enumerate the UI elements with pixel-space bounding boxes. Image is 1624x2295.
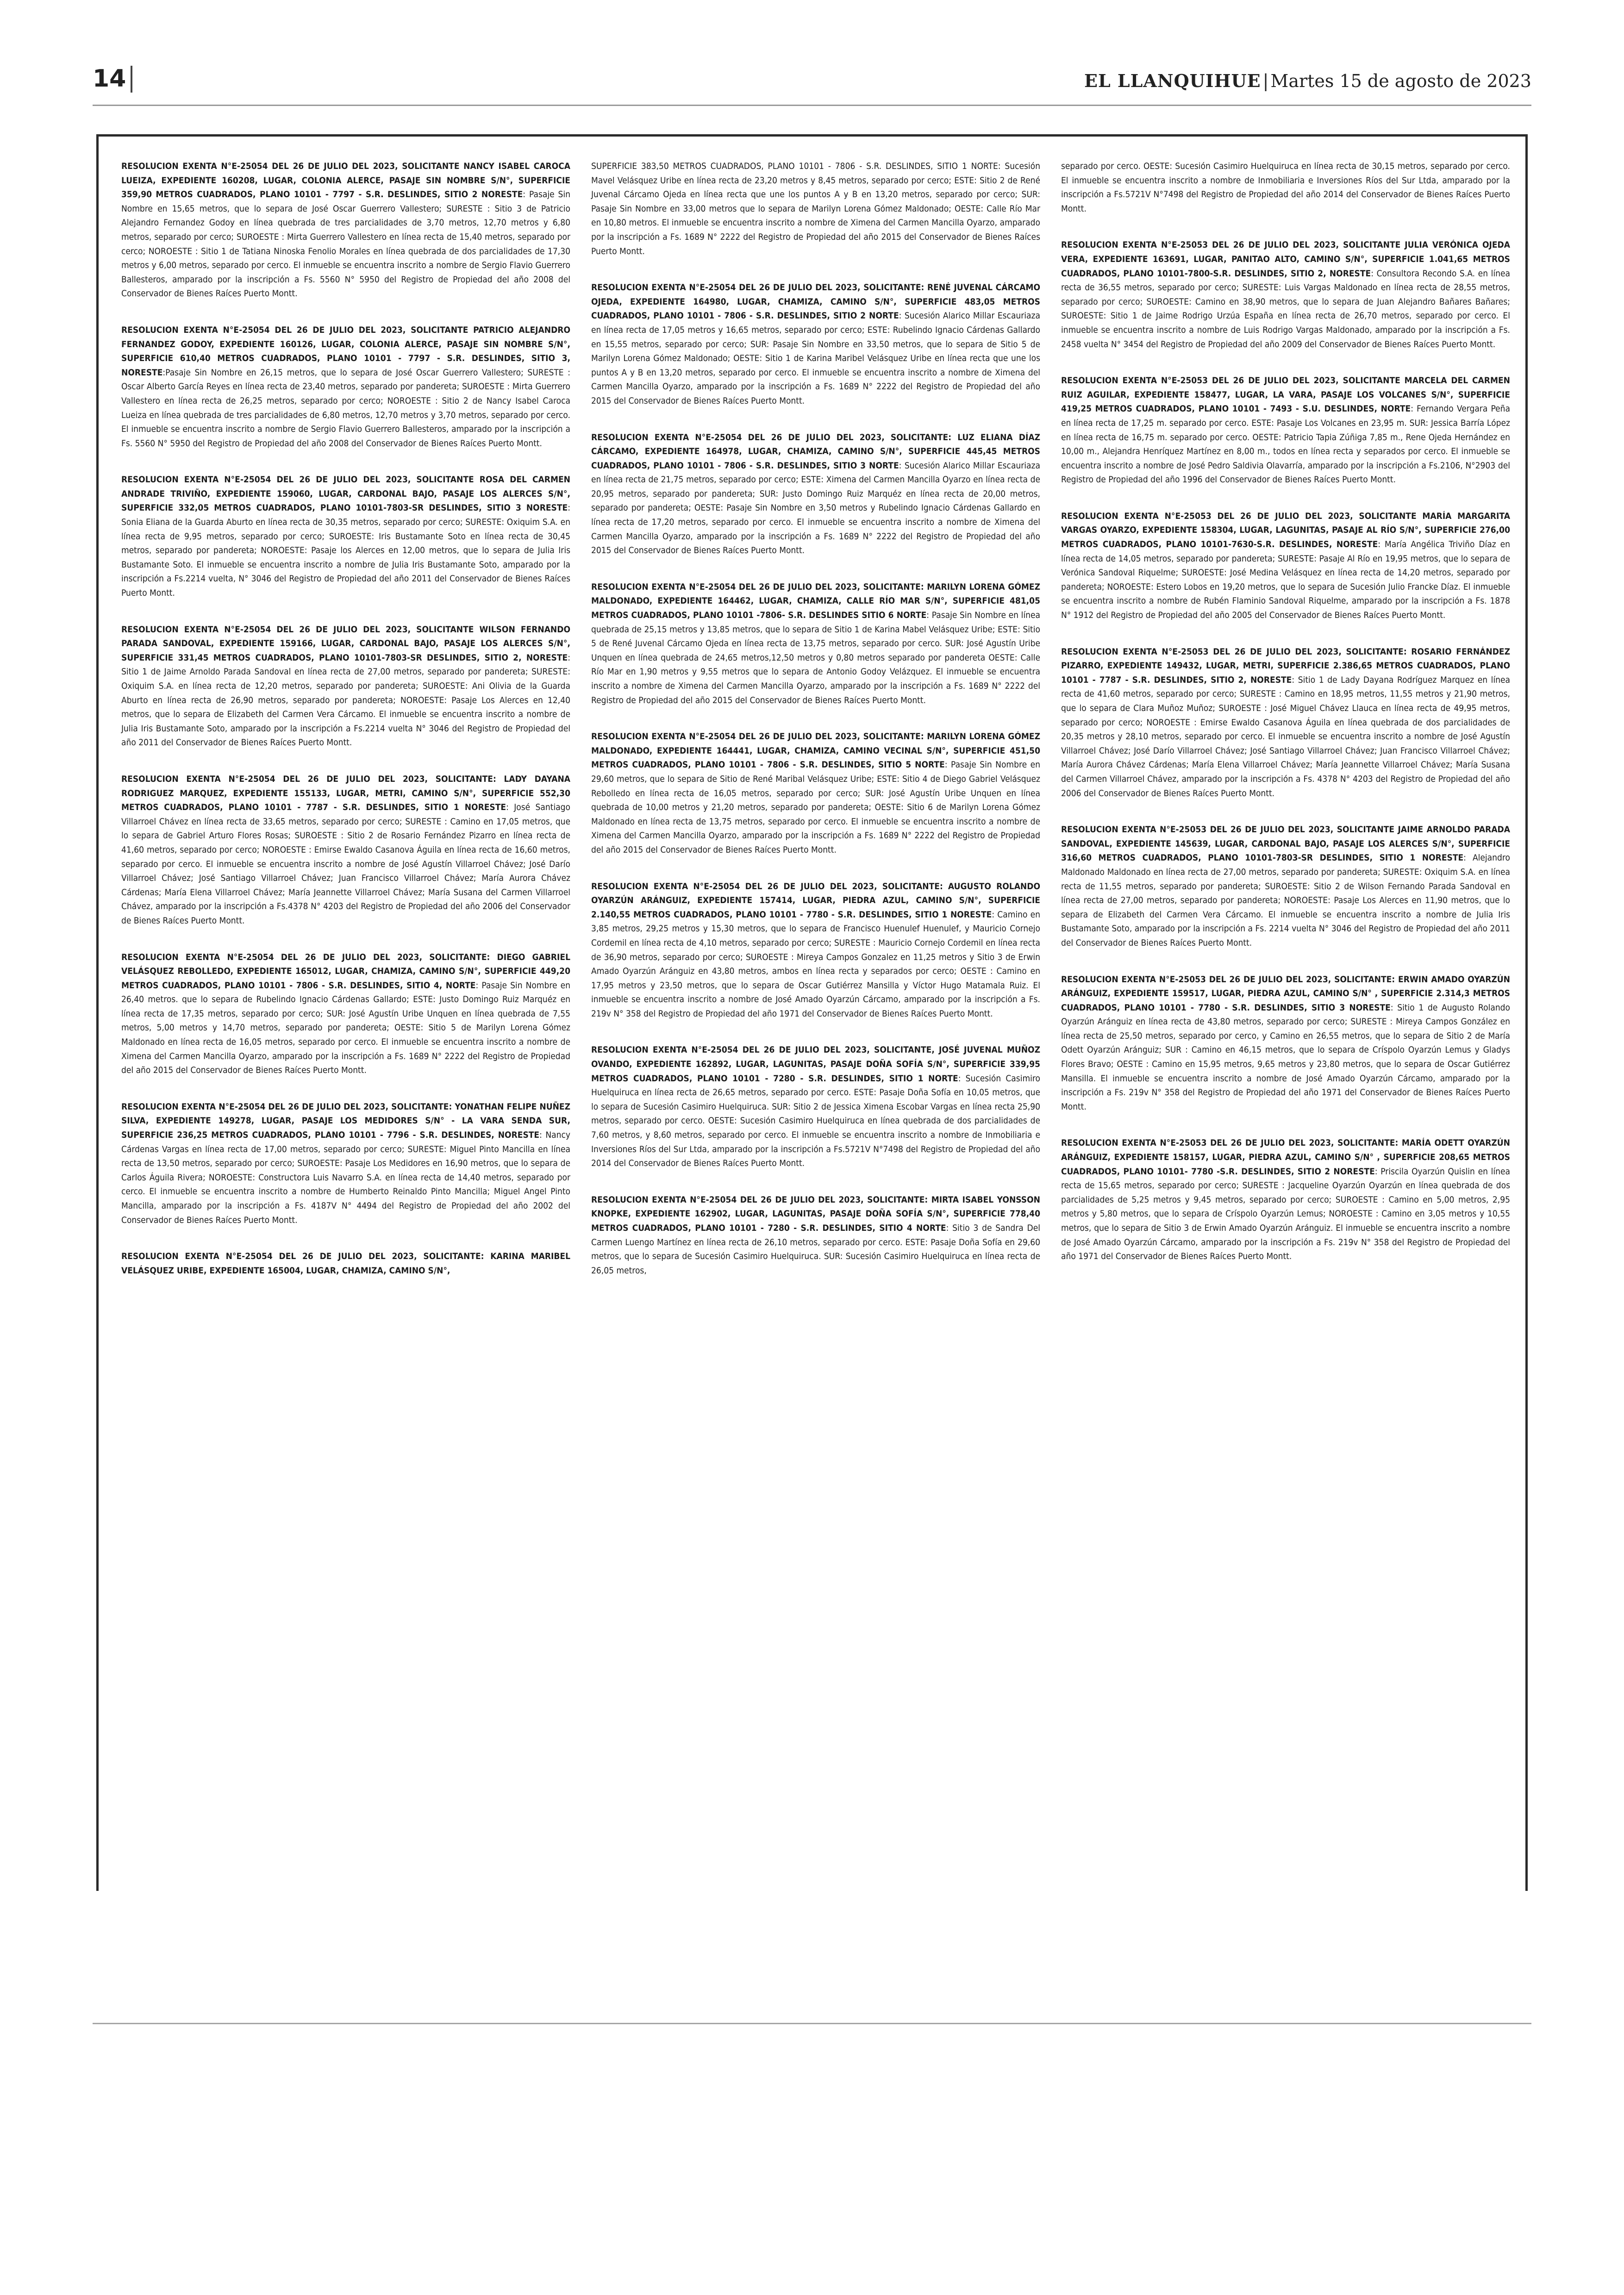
legal-notice — [1061, 823, 1510, 950]
notice-heading: RESOLUCION EXENTA N°E-25054 DEL 26 DE JULIO DEL 2023, SOLICITANTE NANCY ISABEL CAROCA LUEIZA, EXPEDIENTE 160208, LUGAR, COLONIA ALERCE, PASAJE SIN NOMBRE S/N°, SUPERFICIE 359,90 METROS CUADRADOS, PLANO 10101 - 7797 - S.R. DESLINDES, SITIO 2 NORESTE — [121, 162, 570, 200]
notice-body: : Sonia Eliana de la Guarda Aburto en línea recta de 30,35 metros, separado por cerco; SURESTE: Oxiquim S.A. en línea recta de 9,95 metros, separado por cerco; SUROESTE: Iris Bustamante Soto en línea recta de 30,45 metros, separado por pandereta; NOROESTE: Pasaje los Alerces en 12,00 metros, que lo separa de Julia Iris Bustamante Soto. El inmueble se encuentra inscrito a nombre de Julia Iris Bustamante Soto, amparado por la inscripción a Fs.2214 vuelta, N° 3046 del Registro de Propiedad del año 2011 del Conservador de Bienes Raíces Puerto Montt. — [121, 503, 570, 599]
notice-heading: RESOLUCION EXENTA N°E-25053 DEL 26 DE JULIO DEL 2023, SOLICITANTE: ERWIN AMADO OYARZÚN ARÁNGUIZ, EXPEDIENTE 159517, LUGAR, PIEDRA AZUL, CAMINO S/N° , SUPERFICIE 2.314,3 METROS CUADRADOS, PLANO 10101 - 7780 - S.R. DESLINDES, SITIO 3 NORESTE — [1061, 974, 1510, 1013]
notice-body: : Sucesión Alarico Millar Escauriaza en línea recta de 21,75 metros, separado por cerco; ESTE: Ximena del Carmen Mancilla Oyarzo en línea recta de 20,95 metros, separado por pandereta; SUR: Justo Domingo Ruiz Marquéz en línea recta de 20,00 metros, separado por pandereta; OESTE: Pasaje Sin Nombre en 3,50 metros y Rubelindo Ignacio Cárdenas Gallardo en línea recta de 17,20 metros, separado por cerco. El inmueble se encuentra inscrito a nombre de Ximena del Carmen Mancilla Oyarzo, amparado por la inscripción a Fs. 1689 N° 2222 del Registro de Propiedad del año 2015 del Conservador de Bienes Raíces Puerto Montt. — [591, 461, 1040, 556]
legal-notice — [591, 580, 1040, 708]
legal-notice — [121, 1100, 570, 1228]
legal-notice — [591, 880, 1040, 1022]
page-number: 14 — [93, 65, 126, 93]
legal-notice — [121, 623, 570, 750]
notice-heading: RESOLUCION EXENTA N°E-25053 DEL 26 DE JULIO DEL 2023, SOLICITANTE MARÍA MARGARITA VARGAS OYARZO, EXPEDIENTE 158304, LUGAR, LAGUNITAS, PASAJE AL RÍO S/N°, SUPERFICIE 276,00 METROS CUADRADOS, PLANO 10101-7630-S.R. DESLINDES, NORESTE — [1061, 511, 1510, 550]
notice-body: : Sitio 1 de Augusto Rolando Oyarzún Aránguiz en línea recta de 43,80 metros, separado por cerco; SURESTE : Mireya Campos González en línea recta de 25,50 metros, separado por cerco, y Camino en 26,55 metros, que lo separa de Sitio 2 de María Odett Oyarzún Aránguiz; SUR : Camino en 46,15 metros, que lo separa de Críspolo Oyarzún Lemus y Gladys Flores Bravo; OESTE : Camino en 15,95 metros, 9,65 metros y 23,80 metros, que lo separa de Oscar Gutiérrez Mansilla. El inmueble se encuentra inscrito a nombre de José Amado Oyarzún Cárcamo, amparado por la inscripción a Fs. 219v N° 358 del Registro de Propiedad del año 1971 del Conservador de Bienes Raíces Puerto Montt. — [1061, 1003, 1510, 1112]
page-number-divider — [131, 66, 132, 93]
legal-notice — [121, 473, 570, 600]
notice-body: SUPERFICIE 383,50 METROS CUADRADOS, PLANO 10101 - 7806 - S.R. DESLINDES, SITIO 1 NORTE: Sucesión Mavel Velásquez Uribe en línea recta de 23,20 metros y 8,45 metros, separado por cerco; ESTE: Sitio 2 de René Juvenal Cárcamo Ojeda en línea recta que une los puntos A y B en 13,20 metros, separado por cerco; SUR: Pasaje Sin Nombre en 33,00 metros que lo separa de Marilyn Lorena Gómez Maldonado; OESTE: Calle Río Mar en 10,80 metros. El inmueble se encuentra inscrito a nombre de Ximena del Carmen Mancilla Oyarzo, amparado por la inscripción a Fs. 1689 N° 2222 del Registro de Propiedad del año 2015 del Conservador de Bienes Raíces Puerto Montt. — [591, 162, 1040, 256]
masthead-separator: | — [1262, 71, 1269, 91]
notice-heading: RESOLUCION EXENTA N°E-25054 DEL 26 DE JULIO DEL 2023, SOLICITANTE: RENÉ JUVENAL CÁRCAMO OJEDA, EXPEDIENTE 164980, LUGAR, CHAMIZA, CAMINO S/N°, SUPERFICIE 483,05 METROS CUADRADOS, PLANO 10101 - 7806 - S.R. DESLINDES, SITIO 2 NORTE — [591, 283, 1040, 321]
notice-heading: RESOLUCION EXENTA N°E-25053 DEL 26 DE JULIO DEL 2023, SOLICITANTE JAIME ARNOLDO PARADA SANDOVAL, EXPEDIENTE 145639, LUGAR, CARDONAL BAJO, PASAJE LOS ALERCES S/N°, SUPERFICIE 316,60 METROS CUADRADOS, PLANO 10101-7803-SR DESLINDES, SITIO 1 NORESTE — [1061, 825, 1510, 863]
notice-heading: RESOLUCION EXENTA N°E-25054 DEL 26 DE JULIO DEL 2023, SOLICITANTE: LADY DAYANA RODRIGUEZ MARQUEZ, EXPEDIENTE 155133, LUGAR, METRI, CAMINO S/N°, SUPERFICIE 552,30 METROS CUADRADOS, PLANO 10101 - 7787 - S.R. DESLINDES, SITIO 1 NORESTE — [121, 774, 570, 813]
legal-notice — [591, 1043, 1040, 1171]
legal-notice — [1061, 973, 1510, 1115]
notice-body: : María Angélica Triviño Díaz en línea recta de 14,05 metros, separado por pandereta; SURESTE: Pasaje Al Río en 19,95 metros, que lo separa de Verónica Sandoval Riquelme; SUROESTE: José Medina Velásquez en línea recta de 14,20 metros, separado por pandereta; NOROESTE: Estero Lobos en 19,20 metros, que lo separa de Sucesión Julio Francke Díaz. El inmueble se encuentra inscrito a nombre de Rubén Flaminio Sandoval Riquelme, amparado por la inscripción a Fs. 1878 N° 1912 del Registro de Propiedad del año 2005 del Conservador de Bienes Raíces Puerto Montt. — [1061, 540, 1510, 621]
legal-notice — [1061, 645, 1510, 801]
issue-date: Martes 15 de agosto de 2023 — [1270, 71, 1531, 91]
legal-notice — [121, 951, 570, 1078]
legal-notice — [1061, 238, 1510, 352]
notice-heading: RESOLUCION EXENTA N°E-25053 DEL 26 DE JULIO DEL 2023, SOLICITANTE JULIA VERÓNICA OJEDA VERA, EXPEDIENTE 163691, LUGAR, PANITAO ALTO, CAMINO S/N°, SUPERFICIE 1.041,65 METROS CUADRADOS, PLANO 10101-7800-S.R. DESLINDES, SITIO 2, NORESTE — [1061, 240, 1510, 279]
notice-body: : Camino en 3,85 metros, 29,25 metros y 15,30 metros, que lo separa de Francisco Huenulef Huenulef, y Mauricio Cornejo Cordemil en línea recta de 4,10 metros, separado por cerco; SURESTE : Mauricio Cornejo Cordemil en línea recta de 36,90 metros, separado por cerco; SUROESTE : Mireya Campos Gonzalez en 11,25 metros y Sitio 3 de Erwin Amado Oyarzún Aránguiz en 43,80 metros, ambos en línea recta y separados por cerco; OESTE : Camino en 17,95 metros y 23,50 metros, que lo separa de Oscar Gutiérrez Mansilla y Víctor Hugo Matamala Ruiz. El inmueble se encuentra inscrito a nombre de José Amado Oyarzún Cárcamo, amparado por la inscripción a Fs. 219v N° 358 del Registro de Propiedad del año 1971 del Conservador de Bienes Raíces Puerto Montt. — [591, 910, 1040, 1019]
notice-heading: RESOLUCION EXENTA N°E-25053 DEL 26 DE JULIO DEL 2023, SOLICITANTE: MARÍA ODETT OYARZÚN ARÁNGUIZ, EXPEDIENTE 158157, LUGAR, PIEDRA AZUL, CAMINO S/N° , SUPERFICIE 208,65 METROS CUADRADOS, PLANO 10101- 7780 -S.R. DESLINDES, SITIO 2 NORESTE — [1061, 1138, 1510, 1177]
notice-body: : Nancy Cárdenas Vargas en línea recta de 17,00 metros, separado por cerco; SURESTE: Miguel Pinto Mancilla en línea recta de 13,50 metros, separado por cerco; SUROESTE: Pasaje Los Medidores en 16,90 metros, que lo separa de Carlos Águila Rivera; NOROESTE: Constructora Luis Navarro S.A. en línea recta de 14,40 metros, separado por cerco. El inmueble se encuentra inscrito a nombre de Humberto Reinaldo Pinto Mancilla; Miguel Angel Pinto Mancilla, amparado por la inscripción a Fs. 4187V N° 4494 del Registro de Propiedad del año 2002 del Conservador de Bienes Raíces Puerto Montt. — [121, 1130, 570, 1225]
header-rule — [93, 105, 1531, 106]
column-3 — [1061, 160, 1510, 1300]
bottom-rule — [93, 2023, 1531, 2024]
notices-columns — [121, 160, 1510, 1300]
legal-notice — [591, 1193, 1040, 1278]
notice-heading: RESOLUCION EXENTA N°E-25054 DEL 26 DE JULIO DEL 2023, SOLICITANTE ROSA DEL CARMEN ANDRADE TRIVIÑO, EXPEDIENTE 159060, LUGAR, CARDONAL BAJO, PASAJE LOS ALERCES S/N°, SUPERFICIE 332,05 METROS CUADRADOS, PLANO 10101-7803-SR DESLINDES, SITIO 3 NORESTE — [121, 475, 570, 513]
notice-heading: RESOLUCION EXENTA N°E-25054 DEL 26 DE JULIO DEL 2023, SOLICITANTE: YONATHAN FELIPE NUÑEZ SILVA, EXPEDIENTE 149278, LUGAR, PASAJE LOS MEDIDORES S/N° - LA VARA SENDA SUR, SUPERFICIE 236,25 METROS CUADRADOS, PLANO 10101 - 7796 - S.R. DESLINDES, NORESTE — [121, 1102, 570, 1141]
legal-notice — [1061, 160, 1510, 216]
notice-heading: RESOLUCION EXENTA N°E-25054 DEL 26 DE JULIO DEL 2023, SOLICITANTE: MIRTA ISABEL YONSSON KNOPKE, EXPEDIENTE 162902, LUGAR, LAGUNITAS, PASAJE DOÑA SOFÍA S/N°, SUPERFICIE 778,40 METROS CUADRADOS, PLANO 10101 - 7280 - S.R. DESLINDES, SITIO 4 NORTE — [591, 1195, 1040, 1233]
legal-notice — [591, 281, 1040, 408]
notice-heading: RESOLUCION EXENTA N°E-25054 DEL 26 DE JULIO DEL 2023, SOLICITANTE PATRICIO ALEJANDRO FERNANDEZ GODOY, EXPEDIENTE 160126, LUGAR, COLONIA ALERCE, PASAJE SIN NOMBRE S/N°, SUPERFICIE 610,40 METROS CUADRADOS, PLANO 10101 - 7797 - S.R. DESLINDES, SITIO 3, NORESTE — [121, 325, 570, 378]
notice-heading: RESOLUCION EXENTA N°E-25054 DEL 26 DE JULIO DEL 2023, SOLICITANTE: KARINA MARIBEL VELÁSQUEZ URIBE, EXPEDIENTE 165004, LUGAR, CHAMIZA, CAMINO S/N°, — [121, 1252, 570, 1276]
notice-heading: RESOLUCION EXENTA N°E-25054 DEL 26 DE JULIO DEL 2023, SOLICITANTE, JOSÉ JUVENAL MUÑOZ OVANDO, EXPEDIENTE 162892, LUGAR, LAGUNITAS, PASAJE DOÑA SOFÍA S/N°, SUPERFICIE 339,95 METROS CUADRADOS, PLANO 10101 - 7280 - S.R. DESLINDES, SITIO 1 NORTE — [591, 1045, 1040, 1084]
legal-notice — [121, 773, 570, 929]
legal-notice — [591, 160, 1040, 259]
notice-body: : Sitio 3 de Sandra Del Carmen Luengo Martínez en línea recta de 26,10 metros, separado por cerco. ESTE: Pasaje Doña Sofía en 29,60 metros, que lo separa de Sucesión Casimiro Huelquiruca. SUR: Sucesión Casimiro Huelquiruca en línea recta de 26,05 metros, — [591, 1223, 1040, 1276]
notice-body: : Pasaje Sin Nombre en línea quebrada de 25,15 metros y 13,85 metros, que lo separa de Sitio 1 de Karina Mabel Velásquez Uribe; ESTE: Sitio 5 de René Juvenal Cárcamo Ojeda en línea recta de 13,75 metros, separado por cerco. SUR: José Agustín Uribe Unquen en línea quebrada de 24,65 metros,12,50 metros y 0,80 metros separado por pandereta OESTE: Calle Río Mar en 1,90 metros y 9,55 metros que lo separa de Antonio Godoy Velázquez. El inmueble se encuentra inscrito a nombre de Ximena del Carmen Mancilla Oyarzo, amparado por la inscripción a Fs. 1689 N° 2222 del Registro de Propiedad del año 2015 del Conservador de Bienes Raíces Puerto Montt. — [591, 611, 1040, 705]
notice-heading: RESOLUCION EXENTA N°E-25053 DEL 26 DE JULIO DEL 2023, SOLICITANTE: ROSARIO FERNÁNDEZ PIZARRO, EXPEDIENTE 149432, LUGAR, METRI, SUPERFICIE 2.386,65 METROS CUADRADOS, PLANO 10101 - 7787 - S.R. DESLINDES, SITIO 2, NORESTE — [1061, 647, 1510, 685]
newspaper-name: EL LLANQUIHUE — [1084, 70, 1261, 91]
notice-heading: RESOLUCION EXENTA N°E-25054 DEL 26 DE JULIO DEL 2023, SOLICITANTE: AUGUSTO ROLANDO OYARZÚN ARÁNGUIZ, EXPEDIENTE 157414, LUGAR, PIEDRA AZUL, CAMINO S/N°, SUPERFICIE 2.140,55 METROS CUADRADOS, PLANO 10101 - 7780 - S.R. DESLINDES, SITIO 1 NORESTE — [591, 881, 1040, 920]
notice-body: :Pasaje Sin Nombre en 26,15 metros, que lo separa de José Oscar Guerrero Vallestero; SURESTE : Oscar Alberto García Reyes en línea recta de 23,40 metros, separado por pandereta; SUROESTE : Mirta Guerrero Vallestero en línea recta de 26,25 metros, separado por cerco; NOROESTE : Sitio 2 de Nancy Isabel Caroca Lueiza en línea quebrada de tres parcialidades de 6,80 metros, 12,70 metros y 3,70 metros, separado por cerco. El inmueble se encuentra inscrito a nombre de Sergio Flavio Guerrero Ballesteros, amparado por la inscripción a Fs. 5560 N° 5950 del Registro de Propiedad del año 2008 del Conservador de Bienes Raíces Puerto Montt. — [121, 368, 570, 449]
column-2 — [591, 160, 1040, 1300]
legal-notice — [591, 431, 1040, 558]
notice-body: : Pasaje Sin Nombre en 15,65 metros, que lo separa de José Oscar Guerrero Vallestero; SURESTE : Sitio 3 de Patricio Alejandro Fernandez Godoy en línea quebrada de tres parcialidades de 3,70 metros, 12,70 metros y 6,80 metros, separado por cerco; SUROESTE : Mirta Guerrero Vallestero en línea recta de 15,40 metros, separado por cerco; NOROESTE : Sitio 1 de Tatiana Ninoska Fenolio Morales en línea quebrada de dos parcialidades de 17,30 metros y 6,00 metros, separado por cerco. El inmueble se encuentra inscrito a nombre de Sergio Flavio Guerrero Ballesteros, amparado por la inscripción a Fs. 5560 N° 5950 del Registro de Propiedad del año 2008 del Conservador de Bienes Raíces Puerto Montt. — [121, 190, 571, 299]
notice-body: : Priscila Oyarzún Quislin en línea recta de 15,65 metros, separado por cerco; SURESTE : Jacqueline Oyarzún Oyarzún en línea quebrada de dos parcialidades de 5,25 metros y 9,45 metros, separado por cerco; SUROESTE : Camino en 5,00 metros, 2,95 metros y 5,80 metros, que lo separa de Críspolo Oyarzún Lemus; NOROESTE : Camino en 3,05 metros y 10,55 metros, que lo separa de Sitio 3 de Erwin Amado Oyarzún Aránguiz. El inmueble se encuentra inscrito a nombre de José Amado Oyarzún Cárcamo, amparado por la inscripción a Fs. 219v N° 358 del Registro de Propiedad del año 1971 del Conservador de Bienes Raíces Puerto Montt. — [1061, 1166, 1511, 1262]
notice-heading: RESOLUCION EXENTA N°E-25054 DEL 26 DE JULIO DEL 2023, SOLICITANTE: LUZ ELIANA DÍAZ CÁRCAMO, EXPEDIENTE 164978, LUGAR, CHAMIZA, CAMINO S/N°, SUPERFICIE 445,45 METROS CUADRADOS, PLANO 10101 - 7806 - S.R. DESLINDES, SITIO 3 NORTE — [591, 432, 1040, 471]
notice-body: separado por cerco. OESTE: Sucesión Casimiro Huelquiruca en línea recta de 30,15 metros, separado por cerco. El inmueble se encuentra inscrito a nombre de Inmobiliaria e Inversiones Ríos del Sur Ltda, amparado por la inscripción a Fs.5721V N°7498 del Registro de Propiedad del año 2014 del Conservador de Bienes Raíces Puerto Montt. — [1061, 162, 1510, 214]
legal-notice — [1061, 374, 1510, 487]
page-header — [0, 0, 1624, 106]
notice-body: : Sucesión Casimiro Huelquiruca en línea recta de 26,65 metros, separado por cerco. ESTE: Pasaje Doña Sofía en 10,05 metros, que lo separa de Sucesión Casimiro Huelquiruca. SUR: Sitio 2 de Jessica Ximena Escobar Vargas en línea recta 25,90 metros, separado por cerco. OESTE: Sucesión Casimiro Huelquiruca en línea quebrada de dos parcialidades de 7,60 metros, y 8,60 metros, separado por cerco. El inmueble se encuentra inscrito a nombre de Inmobiliaria e Inversiones Ríos del Sur Ltda, amparado por la inscripción a Fs.5721V N°7498 del Registro de Propiedad del año 2014 del Conservador de Bienes Raíces Puerto Montt. — [591, 1073, 1040, 1169]
notice-heading: RESOLUCION EXENTA N°E-25054 DEL 26 DE JULIO DEL 2023, SOLICITANTE: DIEGO GABRIEL VELÁSQUEZ REBOLLEDO, EXPEDIENTE 165012, LUGAR, CHAMIZA, CAMINO S/N°, SUPERFICIE 449,20 METROS CUADRADOS, PLANO 10101 - 7806 - S.R. DESLINDES, SITIO 4, NORTE — [121, 952, 570, 991]
column-1 — [121, 160, 570, 1300]
legal-notice — [121, 160, 570, 301]
notice-body: : Alejandro Maldonado Maldonado en línea recta de 27,00 metros, separado por pandereta; SURESTE: Oxiquim S.A. en línea recta de 11,55 metros, separado por pandereta; SUROESTE: Sitio 2 de Wilson Fernando Parada Sandoval en línea recta de 27,00 metros, separado por pandereta; NOROESTE: Pasaje Los Alerces en 11,90 metros, que lo separa de Elizabeth del Carmen Vera Cárcamo. El inmueble se encuentra inscrito a nombre de Julia Iris Bustamante Soto, amparado por la inscripción a Fs. 2214 vuelta N° 3046 del Registro de Propiedad del año 2011 del Conservador de Bienes Raíces Puerto Montt. — [1061, 853, 1510, 948]
legal-notice — [591, 730, 1040, 857]
notice-heading: RESOLUCION EXENTA N°E-25053 DEL 26 DE JULIO DEL 2023, SOLICITANTE MARCELA DEL CARMEN RUIZ AGUILAR, EXPEDIENTE 158477, LUGAR, LA VARA, PASAJE LOS VOLCANES S/N°, SUPERFICIE 419,25 METROS CUADRADOS, PLANO 10101 - 7493 - S.U. DESLINDES, NORTE — [1061, 376, 1510, 414]
legal-notice — [121, 1250, 570, 1278]
notice-body: : Sitio 1 de Jaime Arnoldo Parada Sandoval en línea recta de 27,00 metros, separado por pandereta; SURESTE: Oxiquim S.A. en línea recta de 12,20 metros, separado por pandereta; SUROESTE: Ani Olivia de la Guarda Aburto en línea recta de 26,90 metros, separado por pandereta; NOROESTE: Pasaje Los Alerces en 12,40 metros, que lo separa de Elizabeth del Carmen Vera Cárcamo. El inmueble se encuentra inscrito a nombre de Julia Iris Bustamante Soto, amparado por la inscripción a Fs.2214 vuelta N° 3046 del Registro de Propiedad del año 2011 del Conservador de Bienes Raíces Puerto Montt. — [121, 653, 570, 748]
notice-heading: RESOLUCION EXENTA N°E-25054 DEL 26 DE JULIO DEL 2023, SOLICITANTE WILSON FERNANDO PARADA SANDOVAL, EXPEDIENTE 159166, LUGAR, CARDONAL BAJO, PASAJE LOS ALERCES S/N°, SUPERFICIE 331,45 METROS CUADRADOS, PLANO 10101-7803-SR DESLINDES, SITIO 2, NORESTE — [121, 624, 570, 663]
notice-body: : Sucesión Alarico Millar Escauriaza en línea recta de 17,05 metros y 16,65 metros, separado por cerco; ESTE: Rubelindo Ignacio Cárdenas Gallardo en 15,55 metros, separado por cerco; SUR: Pasaje Sin Nombre en 33,50 metros, que lo separa de Sitio 5 de Marilyn Lorena Gómez Maldonado; OESTE: Sitio 1 de Karina Maribel Velásquez Uribe en línea recta que une los puntos A y B en 13,20 metros, separado por cerco. El inmueble se encuentra inscrito a nombre de Ximena del Carmen Mancilla Oyarzo, amparado por la inscripción a Fs. 1689 N° 2222 del Registro de Propiedad del año 2015 del Conservador de Bienes Raíces Puerto Montt. — [591, 311, 1040, 406]
notice-heading: RESOLUCION EXENTA N°E-25054 DEL 26 DE JULIO DEL 2023, SOLICITANTE: MARILYN LORENA GÓMEZ MALDONADO, EXPEDIENTE 164462, LUGAR, CHAMIZA, CALLE RÍO MAR S/N°, SUPERFICIE 481,05 METROS CUADRADOS, PLANO 10101 -7806- S.R. DESLINDES SITIO 6 NORTE — [591, 582, 1040, 621]
notice-body: : Consultora Recondo S.A. en línea recta de 36,55 metros, separado por cerco; SURESTE: Luis Vargas Maldonado en línea recta de 28,55 metros, separado por cerco; SUROESTE: Camino en 38,90 metros, que lo separa de Juan Alejandro Bañares Bañares; SUROESTE: Sitio 1 de Jaime Rodrigo Urzúa España en línea recta de 26,70 metros, separado por cerco. El inmueble se encuentra inscrito a nombre de Luis Rodrigo Vargas Maldonado, amparado por la inscripción a Fs. 2458 vuelta N° 3454 del Registro de Propiedad del año 2009 del Conservador de Bienes Raíces Puerto Montt. — [1061, 268, 1510, 349]
notice-body: : Pasaje Sin Nombre en 26,40 metros. que lo separa de Rubelindo Ignacio Cárdenas Gallardo; ESTE: Justo Domingo Ruiz Marquéz en línea recta de 17,35 metros, separado por cerco; SUR: José Agustín Uribe Unquen en línea quebrada de 7,55 metros, 5,00 metros y 14,70 metros, separado por pandereta; OESTE: Sitio 5 de Marilyn Lorena Gómez Maldonado en línea recta de 16,05 metros, separado por cerco. El inmueble se encuentra inscrito a nombre de Ximena del Carmen Mancilla Oyarzo, amparado por la inscripción a Fs. 1689 N° 2222 del Registro de Propiedad del año 2015 del Conservador de Bienes Raíces Puerto Montt. — [121, 980, 570, 1076]
notice-body: : Fernando Vergara Peña en línea recta de 17,25 m. separado por cerco. ESTE: Pasaje Los Volcanes en 23,95 m. SUR: Jessica Barría López en línea recta de 16,75 m. separado por cerco. OESTE: Patricio Tapia Zúñiga 7,85 m., Rene Ojeda Hernández en 10,00 m., Alejandra Henríquez Martínez en 8,00 m., todos en línea recta y separados por cerco. El inmueble se encuentra inscrito a nombre de José Pedro Saldivia Olavarría, amparado por la inscripción a Fs.2106, N°2903 del Registro de Propiedad del año 1996 del Conservador de Bienes Raíces Puerto Montt. — [1061, 404, 1510, 485]
notice-body: : Sitio 1 de Lady Dayana Rodríguez Marquez en línea recta de 41,60 metros, separado por cerco; SURESTE : Camino en 18,95 metros, 11,55 metros y 21,90 metros, que lo separa de Clara Muñoz Muñoz; SUROESTE : José Miguel Chávez Llauca en línea recta de 49,95 metros, separado por cerco; NOROESTE : Emirse Ewaldo Casanova Águila en línea quebrada de dos parcialidades de 20,35 metros y 28,10 metros, separado por cerco. El inmueble se encuentra inscrito a nombre de José Agustín Villarroel Chávez; José Darío Villarroel Chávez; José Santiago Villarroel Chávez; Juan Francisco Villarroel Chávez; María Aurora Chávez Cárdenas; María Elena Villarroel Chávez; María Jeannette Villarroel Chávez; María Susana del Carmen Villarroel Chávez, amparado por la inscripción a Fs. 4378 N° 4203 del Registro de Propiedad del año 2006 del Conservador de Bienes Raíces Puerto Montt. — [1061, 675, 1511, 798]
notice-heading: RESOLUCION EXENTA N°E-25054 DEL 26 DE JULIO DEL 2023, SOLICITANTE: MARILYN LORENA GÓMEZ MALDONADO, EXPEDIENTE 164441, LUGAR, CHAMIZA, CAMINO VECINAL S/N°, SUPERFICIE 451,50 METROS CUADRADOS, PLANO 10101 - 7806 - S.R. DESLINDES, SITIO 5 NORTE — [591, 732, 1040, 770]
notice-body: : José Santiago Villarroel Chávez en línea recta de 33,65 metros, separado por cerco; SURESTE : Camino en 17,05 metros, que lo separa de Gabriel Arturo Flores Rosas; SUROESTE : Sitio 2 de Rosario Fernández Pizarro en línea recta de 41,60 metros, separado por cerco; NOROESTE : Emirse Ewaldo Casanova Águila en línea recta de 16,60 metros, separado por cerco. El inmueble se encuentra inscrito a nombre de José Agustín Villarroel Chávez; José Darío Villarroel Chávez; José Santiago Villarroel Chávez; Juan Francisco Villarroel Chávez; María Aurora Chávez Cárdenas; María Elena Villarroel Chávez; María Jeannette Villarroel Chávez; María Susana del Carmen Villarroel Chávez, amparado por la inscripción a Fs.4378 N° 4203 del Registro de Propiedad del año 2006 del Conservador de Bienes Raíces Puerto Montt. — [121, 803, 571, 926]
legal-notice — [1061, 510, 1510, 623]
legal-notice — [1061, 1136, 1510, 1264]
legal-notice — [121, 324, 570, 451]
notice-body: : Pasaje Sin Nombre en 29,60 metros, que lo separa de Sitio de René Maribal Velásquez Uribe; ESTE: Sitio 4 de Diego Gabriel Velásquez Rebolledo en línea recta de 16,05 metros, separado por cerco; SUR: José Agustín Uribe Unquen en línea quebrada de 10,00 metros y 21,20 metros, separado por pandereta; OESTE: Sitio 6 de Marilyn Lorena Gómez Maldonado en línea recta de 13,75 metros, separado por cerco. El inmueble se encuentra inscrito a nombre de Ximena del Carmen Mancilla Oyarzo, amparado por la inscripción a Fs. 1689 N° 2222 del Registro de Propiedad del año 2015 del Conservador de Bienes Raíces Puerto Montt. — [591, 760, 1040, 855]
masthead-line — [1084, 70, 1531, 92]
